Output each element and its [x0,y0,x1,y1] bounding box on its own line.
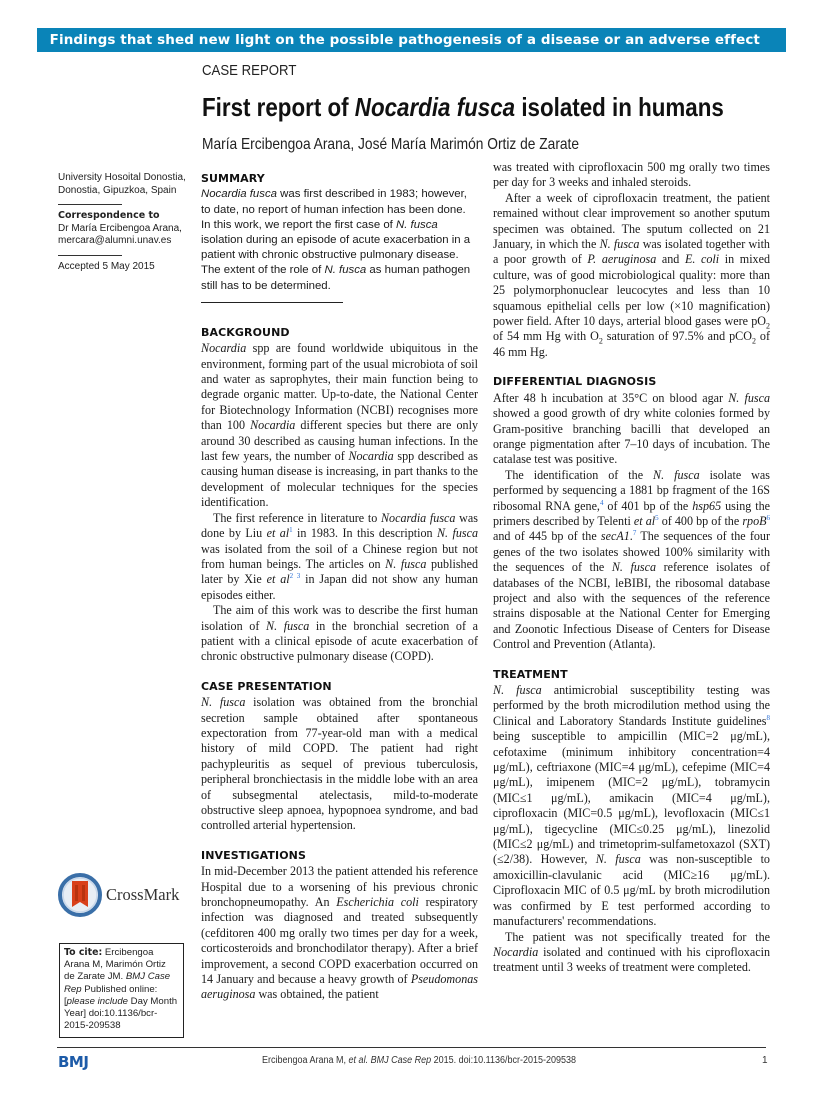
section-banner: Findings that shed new light on the possible pathogenesis of a disease or an adverse effect [37,28,786,52]
reference-link[interactable]: 4 [599,498,604,507]
paragraph: was treated with ciprofloxacin 500 mg orally two times per day for 3 weeks and inhaled steroids. [493,160,770,190]
article-title [202,92,724,123]
title-text: First report of [202,92,355,122]
citation-text: Ercibengoa Arana M, Marimón Ortiz de Zarate JM. [64,947,166,983]
paragraph: The patient was not specifically treated for the Nocardia isolated and continued with his ciprofloxacin treatment until 3 weeks of treatment were completed. [493,929,770,975]
paragraph: The first reference in literature to Nocardia fusca was done by Liu et $al^1$ in 1983. In this description N. fusca was isolated from the soil of a Chinese region but not from human beings. The articles on N. fusca published later by Xie et $al^{2 3}$ in Japan did not show any human episodes either. [201,510,478,602]
reference-link[interactable]: 7 [632,529,637,538]
footer-citation: Ercibengoa Arana M, et al. BMJ Case Rep 2015. doi:10.1136/bcr-2015-209538 [262,1055,577,1066]
authors: María Ercibengoa Arana, José María Marimón Ortiz de Zarate [202,136,580,153]
correspondence-name: Dr María Ercibengoa Arana, [58,222,182,234]
reference-link[interactable]: 6 [766,513,770,522]
accepted-date: Accepted 5 May 2015 [58,260,155,272]
paragraph: The identification of the N. fusca isolate was performed by sequencing a 1881 bp fragment of the 16S ribosomal RNA gene,$^4$ of 401 bp of the hsp65 using the primers described by Telenti et $al^5$ of 400 bp of the rpoB$^6$ and of 445 bp of the secA1.$^7$ The sequences of the four genes of the two isolates showed 100% similarity with the sequences of the N. fusca reference isolates of databases of the NCBI, leBIBI, the ribosomal database project and also with the sequences of the reference strains disposable at the National Center for Emerging and Zoonotic Infectious Disease of Centers for Disease Control and Prevention (Atlanta). [493,467,770,652]
case-presentation-heading: CASE PRESENTATION [201,679,332,693]
case-presentation-section [201,679,478,834]
title-text-end: isolated in humans [515,92,724,122]
citation-label: To cite: [64,947,103,958]
summary-heading: SUMMARY [201,172,265,185]
reference-link[interactable]: 8 [766,713,770,722]
paragraph: In mid-December 2013 the patient attended his reference Hospital due to a worsening of his previous chronic bronchopneumopathy. An Escherichia coli respiratory infection was diagnosed and treated subsequently (cefditoren 400 mg orally two times per day for a week, corticosteroids and bronchodilator therapy). After a brief improvement, a second COPD exacerbation occurred on 14 January and because a heavy growth of Pseudomonas aeruginosa was obtained, the patient [201,864,478,1002]
paragraph: The aim of this work was to describe the first human isolation of N. fusca in the bronchial secretion of a patient with a clinical episode of acute exacerbation of chronic obstructive pulmonary disease (COPD). [201,603,478,664]
differential-heading: DIFFERENTIAL DIAGNOSIS [493,375,657,389]
paragraph: Nocardia spp are found worldwide ubiquitous in the environment, forming part of the usual microbiota of soil and water as saprophytes, their main function being to degrade organic matter. Up-to-date, the National Center for Biotechnology Information (NCBI) recognises more than 100 Nocardia different species but there are only around 30 described as causing human infections. In the last few years, the number of Nocardia spp described as causing human disease is increasing, in part thanks to the development of molecular techniques for the species identification. [201,341,478,510]
title-species: Nocardia fusca [354,92,516,122]
summary-text: Nocardia fusca was first described in 1983; however, to date, no report of human infection has been done. In this work, we report the first case of N. fusca isolation during an episode of acute exacerbation in a patient with chronic obstructive pulmonary disease. The extent of the role of N. fusca as human pathogen still has to be determined. [201,188,471,292]
affiliation [58,172,193,197]
crossmark-icon [58,873,102,917]
affiliation-line: University Hosoital Donostia, [58,172,186,183]
correspondence-email[interactable]: mercara@alumni.unav.es [58,235,172,246]
bmj-logo: BMJ [58,1053,89,1071]
paragraph: N. fusca isolation was obtained from the bronchial secretion sample obtained after spontaneous expectoration from 77-year-old man with a medical history of mild COPD. The patient had right pachypleuritis as sequel of previous tuberculosis, peripheral bronchiectasis in the middle lobe with an area of subsegmental atelectasis, mild-to-moderate obstructive sleep apnoea, hypopnoea syndrome, and bad controlled arterial hypertension. [201,695,478,833]
reference-link[interactable]: 1 [289,526,293,535]
background-section [201,325,478,665]
crossmark-label: CrossMark [106,885,180,904]
citation-box [59,943,184,1038]
reference-link[interactable]: 2 3 [289,572,301,581]
correspondence-label: Correspondence to [58,210,160,221]
paragraph: After 48 h incubation at 35°C on blood agar N. fusca showed a good growth of dry white colonies formed by Gram-positive branching bacilli that developed an orange pigmentation after 7–10 days of incubation. The catalase test was positive. [493,390,770,467]
investigations-continued [493,160,770,360]
page-number: 1 [762,1055,768,1066]
background-heading: BACKGROUND [201,325,290,339]
citation-text: Published online: [ [64,983,158,1007]
divider [58,255,122,256]
investigations-heading: INVESTIGATIONS [201,848,307,862]
paragraph: N. fusca antimicrobial susceptibility testing was performed by the broth microdilution method using the Clinical and Laboratory Standards Institute guidelines$^8$ being susceptible to ampicillin (MIC=2 μg/mL), cefotaxime (minimum inhibitory concentration=4 μg/mL), ceftriaxone (MIC=4 μg/mL), cefepime (MIC=4 μg/mL), imipenem (MIC=2 μg/mL), tobramycin (MIC≤1 μg/mL), amikacin (MIC=4 μg/mL), ciprofloxacin (MIC=0.5 μg/mL), levofloxacin (MIC≤1 μg/mL), tigecycline (MIC≤0.25 μg/mL), linezolid (MIC≤2 μg/mL) and trimetoprim-sulfametoxazol (SXT) (≤2/38). However, N. fusca was non-susceptible to amoxicillin-clavulanic acid (MIC≥16 μg/mL). Ciprofloxacin MIC of 0.5 μg/mL by broth microdilution was confirmed by E test performed according to manufacturers' recommendations. [493,683,770,929]
citation-doi: Day Month Year] doi:10.1136/bcr-2015-209538 [64,995,178,1032]
summary-section [201,171,478,303]
citation-text: please include [66,995,129,1007]
affiliation-line: Donostia, Gipuzkoa, Spain [58,184,177,196]
reference-link[interactable]: 5 [655,513,659,522]
column-left [201,171,478,1017]
paragraph: After a week of ciprofloxacin treatment, the patient remained without clear improvement so another sputum specimen was obtained. The sputum collected on 21 January, in which the N. fusca was isolated together with a poor growth of P. aeruginosa and E. coli in mixed culture, was of good microbiological quality: more than 25 polymorphonuclear leucocytes and less than 10 squamous epithelial cells per low (×10 magnification) power field. After 10 days, arterial blood gases were $pO_2$ of 54 mm Hg with $O_2$ saturation of 97.5% and pCO$_2$ of 46 mm Hg. [493,190,771,359]
article-meta [58,172,193,273]
column-right [493,160,770,990]
treatment-heading: TREATMENT [493,667,568,681]
investigations-section [201,848,478,1003]
differential-diagnosis-section [493,374,770,652]
treatment-section [493,667,770,976]
article-type: CASE REPORT [202,62,297,79]
footer-divider [57,1047,766,1048]
divider [58,204,122,205]
divider [201,302,343,303]
citation-journal: BMJ Case Rep [64,971,171,995]
crossmark-badge[interactable] [58,873,179,917]
